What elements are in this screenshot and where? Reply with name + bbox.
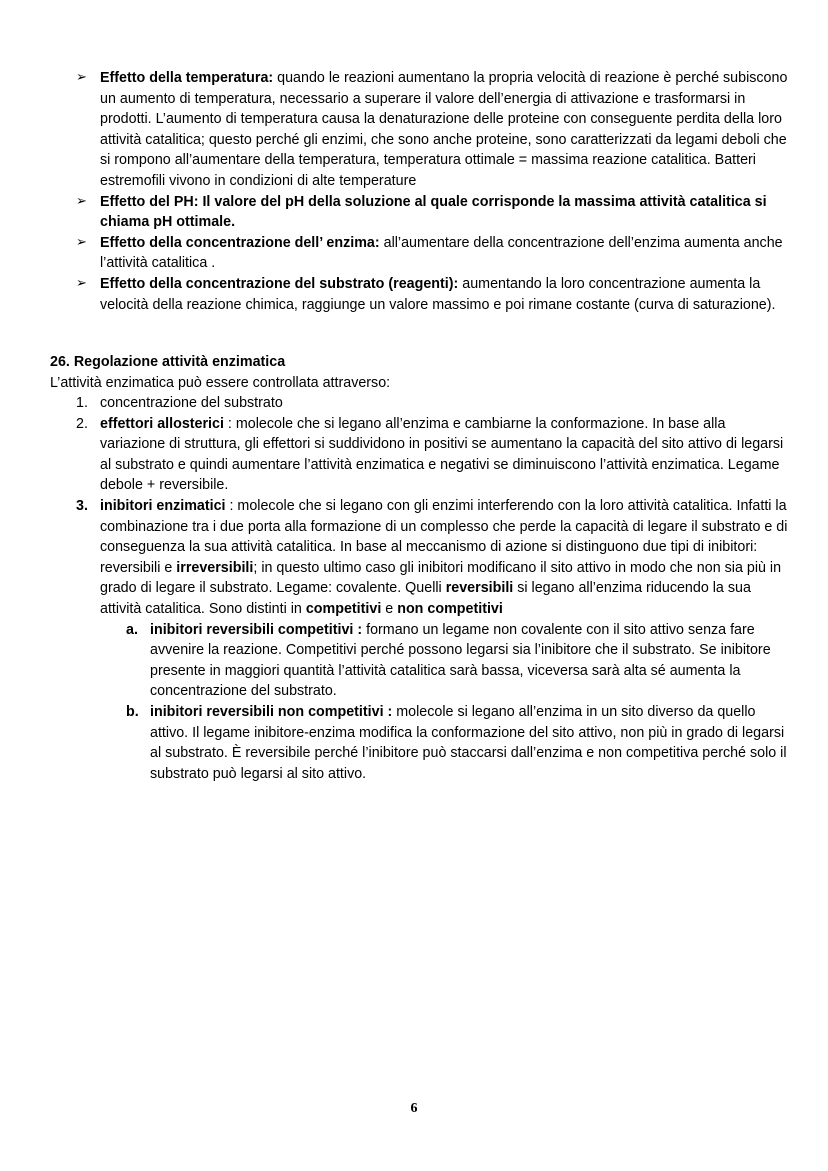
list-heading: effettori allosterici [100, 415, 224, 432]
arrowhead-bullet-icon: ➢ [76, 70, 87, 85]
arrowhead-bullet-icon: ➢ [76, 193, 87, 209]
list-number: 1. [76, 395, 88, 411]
list-text: concentrazione del substrato [100, 395, 283, 411]
bullet-text: quando le reazioni aumentano la propria velocità di reazione è perché subiscono un aumento di temperatura, necessario a superare il valore dell’energia di attivazione e trasformarsi in prodotti. L’aumento di temperatura causa la denaturazione delle proteine con conseguente perdita della loro attività catalitica; questo perché gli enzimi, che sono anche proteine, sono caratterizzati da legami deboli che si rompono all’aumentare della temperatura, temperatura ottimale = massima reazione catalitica. Batteri estremofili vivono in condizioni di alte temperature [100, 70, 788, 189]
term-reversibili: reversibili [445, 580, 514, 597]
section-title: 26. Regolazione attività enzimatica [50, 354, 286, 370]
sub-list [100, 620, 790, 785]
bullet-heading: Effetto della concentrazione dell’ enzima: [100, 234, 380, 251]
bullet-ph [76, 192, 788, 233]
term-competitivi: competitivi [305, 600, 382, 617]
list-text: : molecole che si legano all’enzima e cambiarne la conformazione. In base alla variazione di struttura, gli effettori si suddividono in positivi se aumentano la capacità del sito attivo di legarsi al substrato e quindi aumentare l’attività enzimatica e negativi se diminuiscono l’attività enzimatica. Legame debole + reversibile. [100, 415, 784, 494]
sub-text: molecole si legano all’enzima in un sito diverso da quello attivo. Il legame inibitore-enzima modifica la conformazione del sito attivo, non più in grado di legarsi al substrato. È reversibile perché l’inibitore può staccarsi dall’enzima e non competitiva perché solo il substrato può legarsi al sito attivo. [150, 703, 787, 782]
bullet-enzyme-concentration [76, 233, 788, 274]
list-number: 2. [76, 415, 88, 432]
list-text: : molecole che si legano con gli enzimi interferendo con la loro attività catalitica. Infatti la combinazione tra i due porta alla formazione di un complesso che perde la capacità di legare il substrato e di conseguenza la sua attività catalitica. In base al meccanismo di azione si distinguono due tipi di inibitori: reversibili e [100, 497, 788, 576]
list-text: e [381, 600, 398, 617]
bullet-temperature [76, 68, 788, 192]
term-non-competitivi: non competitivi [397, 600, 503, 617]
sub-letter: b. [126, 703, 139, 720]
bullet-substrate-concentration [76, 274, 788, 315]
bullet-heading: Effetto della concentrazione del substrato (reagenti): [100, 275, 459, 292]
bullet-text: aumentando la loro concentrazione aumenta la velocità della reazione chimica, raggiunge un valore massimo e poi rimane costante (curva di saturazione). [100, 275, 776, 313]
list-item-allosteric [50, 414, 790, 496]
sub-text: formano un legame non covalente con il sito attivo senza fare avvenire la reazione. Competitivi perché possono legarsi sia l’inibitore che il substrato. Se inibitore presente in maggiori quantità l’attività catalitica sarà bassa, viceversa sarà alta sé aumenta la concentrazione del substrato. [150, 621, 771, 700]
term-irreversibili: irreversibili [176, 559, 254, 576]
list-heading: inibitori enzimatici [100, 497, 226, 514]
arrowhead-bullet-icon: ➢ [76, 234, 87, 250]
numbered-list [50, 393, 790, 784]
list-text: ; in questo ultimo caso gli inibitori modificano il sito attivo in modo che non sia più in grado di legare il substrato. Legame: covalente. Quelli [100, 559, 782, 597]
list-item-inhibitors [50, 496, 790, 784]
arrowhead-bullet-icon: ➢ [76, 275, 87, 291]
list-item-substrate [50, 393, 790, 414]
sub-item-non-competitive [100, 702, 790, 784]
page-number: 6 [410, 1101, 418, 1116]
bullet-heading: Effetto del PH: Il valore del pH della soluzione al quale corrisponde la massima attività catalitica si chiama pH ottimale. [100, 193, 767, 231]
bullet-list [76, 68, 788, 315]
sub-item-competitive [100, 620, 790, 702]
bullet-text: all’aumentare della concentrazione dell’enzima aumenta anche l’attività catalitica . [100, 234, 783, 272]
section-intro: L’attività enzimatica può essere controllata attraverso: [50, 375, 391, 391]
list-text: si legano all’enzima riducendo la sua attività catalitica. Sono distinti in [100, 580, 751, 617]
sub-heading: inibitori reversibili competitivi : [150, 621, 363, 638]
sub-letter: a. [126, 621, 138, 638]
sub-heading: inibitori reversibili non competitivi : [150, 703, 393, 720]
list-number: 3. [76, 497, 88, 514]
bullet-heading: Effetto della temperatura: [100, 70, 274, 86]
